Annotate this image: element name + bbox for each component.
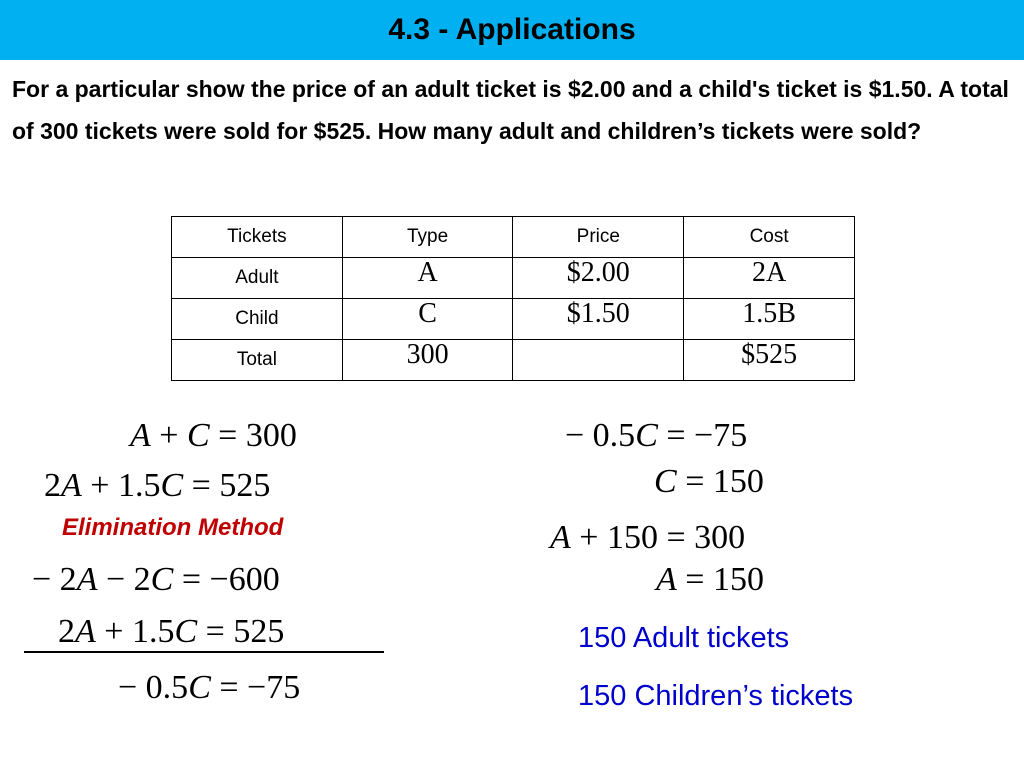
header-price: Price <box>513 217 684 258</box>
type-total: 300 <box>342 340 513 381</box>
header-cost: Cost <box>684 217 855 258</box>
equation-right-3: A + 150 = 300 <box>550 519 746 556</box>
equation-right-2: C = 150 <box>654 463 764 500</box>
price-adult: $2.00 <box>513 258 684 299</box>
equation-right-4: A = 150 <box>656 561 764 598</box>
method-label: Elimination Method <box>62 514 284 541</box>
equation-added: 2A + 1.5C = 525 <box>58 613 285 650</box>
equation-system-1: A + C = 300 <box>130 417 297 454</box>
type-adult: A <box>342 258 513 299</box>
table-header-row <box>172 217 855 258</box>
row-label-child: Child <box>172 299 343 340</box>
answer-adult: 150 Adult tickets <box>578 622 790 654</box>
price-child: $1.50 <box>513 299 684 340</box>
problem-statement: For a particular show the price of an adult ticket is $2.00 and a child's ticket is $1.50. A total of 300 tickets were sold for $525. How many adult and children’s tickets were sold? <box>12 76 1009 144</box>
answer-children: 150 Children’s tickets <box>578 680 854 712</box>
ticket-table <box>171 216 855 381</box>
table-row-total <box>172 340 855 381</box>
cost-child: 1.5B <box>684 299 855 340</box>
equation-multiplied: − 2A − 2C = −600 <box>32 561 280 598</box>
cost-total: $525 <box>684 340 855 381</box>
table-row-adult <box>172 258 855 299</box>
equation-right-1: − 0.5C = −75 <box>565 417 748 454</box>
sum-line <box>24 651 384 653</box>
price-total <box>513 340 684 381</box>
equation-sum: − 0.5C = −75 <box>118 669 301 706</box>
row-label-total: Total <box>172 340 343 381</box>
header-type: Type <box>342 217 513 258</box>
table-row-child <box>172 299 855 340</box>
row-label-adult: Adult <box>172 258 343 299</box>
cost-adult: 2A <box>684 258 855 299</box>
header-tickets: Tickets <box>172 217 343 258</box>
title-bar <box>0 0 1024 60</box>
type-child: C <box>342 299 513 340</box>
equation-system-2: 2A + 1.5C = 525 <box>44 467 271 504</box>
slide-title: 4.3 - Applications <box>388 13 636 46</box>
